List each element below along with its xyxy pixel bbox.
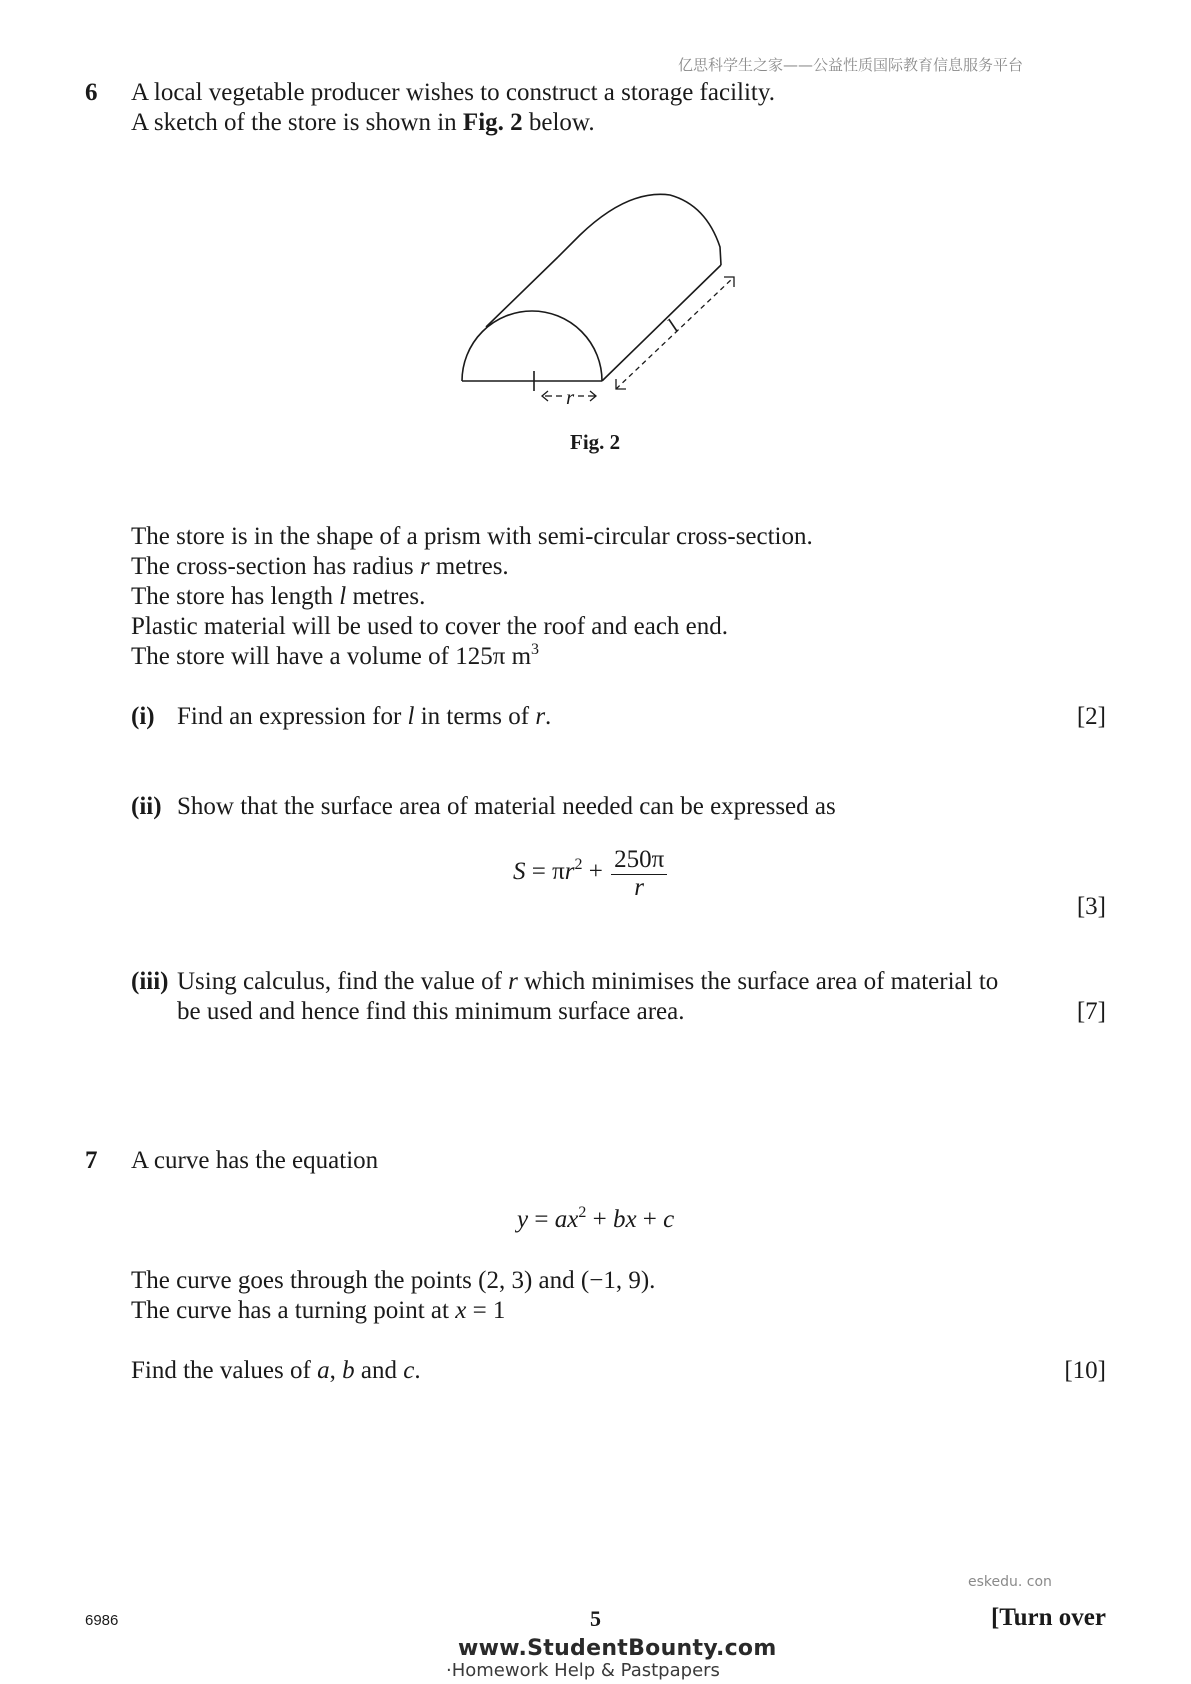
- q6-part-ii: (ii) Show that the surface area of material needed can be expressed as: [131, 793, 836, 820]
- surface-area-formula: $S = \pi r^2$ + $\frac{250\pi}{r}$: [513, 846, 667, 901]
- q7-line1: The curve goes through the points (2, 3) and (−1, 9).: [131, 1267, 656, 1294]
- q6-desc-line5: The store will have a volume of 125π $m^3$: [131, 641, 540, 670]
- q6-desc-line1: The store is in the shape of a prism with semi-circular cross-section.: [131, 523, 813, 550]
- top-edge: [486, 257, 558, 327]
- studentbounty-tagline: ·Homework Help & Pastpapers: [446, 1660, 720, 1681]
- question-7-number: 7: [85, 1147, 98, 1174]
- page-number: 5: [590, 1606, 601, 1631]
- back-arc: [558, 194, 721, 265]
- q6-desc-line3: The store has length l metres.: [131, 583, 426, 610]
- studentbounty-url[interactable]: www.StudentBounty.com: [458, 1636, 777, 1661]
- q6-desc-line2: The cross-section has radius r metres.: [131, 553, 509, 580]
- fig2-prism-sketch: [450, 185, 750, 410]
- q6-part-iii-line1: (iii) Using calculus, find the value of r which minimises the surface area of material to: [131, 968, 999, 995]
- eskedu-watermark: eskedu. con: [968, 1574, 1052, 1590]
- q6-part-i-marks: [2]: [1076, 703, 1106, 730]
- watermark-header: 亿思科学生之家——公益性质国际教育信息服务平台: [678, 56, 1024, 74]
- right-edge: [602, 265, 721, 381]
- question-6-number: 6: [85, 79, 98, 106]
- q7-line2: The curve has a turning point at x = 1: [131, 1297, 506, 1324]
- q7-intro: A curve has the equation: [131, 1147, 379, 1174]
- q6-intro-line2: A sketch of the store is shown in Fig. 2 below.: [131, 109, 595, 136]
- q6-part-i: (i) Find an expression for l in terms of r.: [131, 703, 552, 730]
- q6-part-iii-marks: [7]: [1076, 998, 1106, 1025]
- fig2-caption: Fig. 2: [570, 430, 621, 454]
- q7-find: Find the values of a, b and c.: [131, 1357, 421, 1384]
- front-semicircle: [462, 311, 602, 381]
- q6-intro-line1: A local vegetable producer wishes to construct a storage facility.: [131, 79, 775, 106]
- q6-desc-line4: Plastic material will be used to cover the roof and each end.: [131, 613, 729, 640]
- q6-part-iii-line2: be used and hence find this minimum surface area.: [177, 998, 685, 1025]
- turn-over: [Turn over: [990, 1604, 1106, 1631]
- label-l: l: [662, 315, 684, 337]
- curve-equation: $y = ax^2$ + bx + c: [517, 1204, 675, 1233]
- q7-marks: [10]: [1064, 1357, 1106, 1384]
- q6-part-ii-marks: [3]: [1076, 893, 1106, 920]
- paper-code: 6986: [85, 1612, 119, 1629]
- label-r: r: [566, 385, 575, 409]
